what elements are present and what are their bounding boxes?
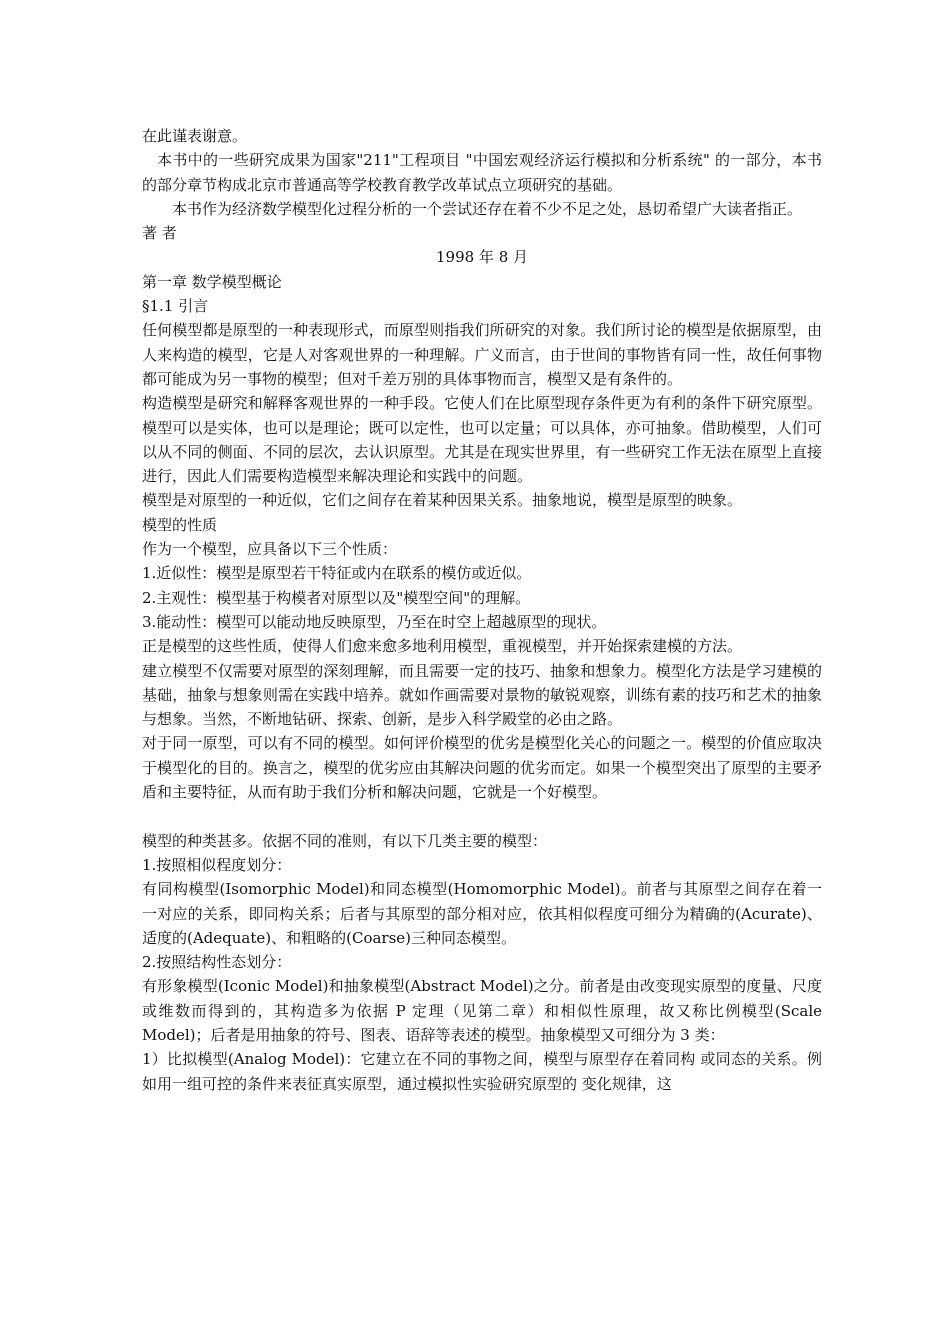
blank-line: [142, 804, 822, 828]
type-2-text: 有形象模型(Iconic Model)和抽象模型(Abstract Model)之分。前者是由改变现实原型的度量、尺度或维数而得到的，其构造多为依据 P 定理（见第二章）和相似性原理，故又称比例模型(Scale Model)；后者是用抽象的符号、图表、语辞等表述的模型。抽象模型又可细分为 3 类：: [142, 977, 827, 1044]
properties-heading: 模型的性质: [142, 515, 218, 534]
preface-date: 1998 年 8 月: [435, 248, 529, 267]
type-1-heading: 1.按照相似程度划分：: [142, 855, 292, 874]
body-paragraph-4: 正是模型的这些性质，使得人们愈来愈多地利用模型，重视模型，并开始探索建模的方法。: [142, 637, 743, 656]
section-title: §1.1 引言: [142, 297, 209, 316]
body-paragraph-2: 构造模型是研究和解释客观世界的一种手段。它使人们在比原型现存条件更为有利的条件下研究原型。模型可以是实体，也可以是理论；既可以定性，也可以定量；可以具体，亦可抽象。借助模型，人们可以从不同的侧面、不同的层次，去认识原型。尤其是在现实世界里，有一些研究工作无法在原型上直接进行，因此人们需要构造模型来解决理论和实践中的问题。: [142, 394, 822, 486]
body-paragraph-6: 对于同一原型，可以有不同的模型。如何评价模型的优劣是模型化关心的问题之一。模型的价值应取决于模型化的目的。换言之，模型的优劣应由其解决问题的优劣而定。如果一个模型突出了原型的主要矛盾和主要特征，从而有助于我们分析和解决问题，它就是一个好模型。: [142, 734, 822, 802]
property-2: 2.主观性：模型基于构模者对原型以及"模型空间"的理解。: [142, 588, 531, 607]
types-intro: 模型的种类甚多。依据不同的准则，有以下几类主要的模型：: [142, 831, 548, 850]
preface-paragraph-1: 本书中的一些研究成果为国家"211"工程项目 "中国宏观经济运行模拟和分析系统" 的一部分，本书的部分章节构成北京市普通高等学校教育教学改革试点立项研究的基础。: [142, 151, 822, 194]
chapter-title: 第一章 数学模型概论: [142, 272, 282, 291]
properties-intro: 作为一个模型，应具备以下三个性质：: [142, 540, 398, 559]
body-paragraph-5: 建立模型不仅需要对原型的深刻理解，而且需要一定的技巧、抽象和想象力。模型化方法是学习建模的基础，抽象与想象则需在实践中培养。就如作画需要对景物的敏锐观察，训练有素的技巧和艺术的抽象与想象。当然，不断地钻研、探索、创新，是步入科学殿堂的必由之路。: [142, 661, 822, 729]
type-1-text: 有同构模型(Isomorphic Model)和同态模型(Homomorphic Model)。前者与其原型之间存在着一一对应的关系，即同构关系；后者与其原型的部分相对应，依其相似程度可细分为精确的(Acurate)、适度的(Adequate)、和粗略的(Coarse)三种同态模型。: [142, 880, 822, 947]
analog-model-paragraph: 1）比拟模型(Analog Model)：它建立在不同的事物之间，模型与原型存在着同构 或同态的关系。例如用一组可控的条件来表征真实原型，通过模拟性实验研究原型的 变化规律，这: [142, 1050, 822, 1093]
preface-author: 著 者: [142, 224, 177, 243]
document-page: [142, 124, 827, 1096]
property-1: 1.近似性：模型是原型若干特征或内在联系的模仿或近似。: [142, 564, 532, 583]
preface-paragraph-2: 本书作为经济数学模型化过程分析的一个尝试还存在着不少不足之处，恳切希望广大读者指正。: [172, 199, 803, 218]
type-2-heading: 2.按照结构性态划分：: [142, 953, 292, 972]
body-paragraph-3: 模型是对原型的一种近似，它们之间存在着某种因果关系。抽象地说，模型是原型的映象。: [142, 491, 743, 510]
property-3: 3.能动性：模型可以能动地反映原型，乃至在时空上超越原型的现状。: [142, 612, 607, 631]
preface-thanks: 在此谨表谢意。: [142, 127, 248, 145]
body-paragraph-1: 任何模型都是原型的一种表现形式，而原型则指我们所研究的对象。我们所讨论的模型是依据原型，由人来构造的模型，它是人对客观世界的一种理解。广义而言，由于世间的事物皆有同一性，故任何事物都可能成为另一事物的模型；但对千差万别的具体事物而言，模型又是有条件的。: [142, 321, 822, 388]
